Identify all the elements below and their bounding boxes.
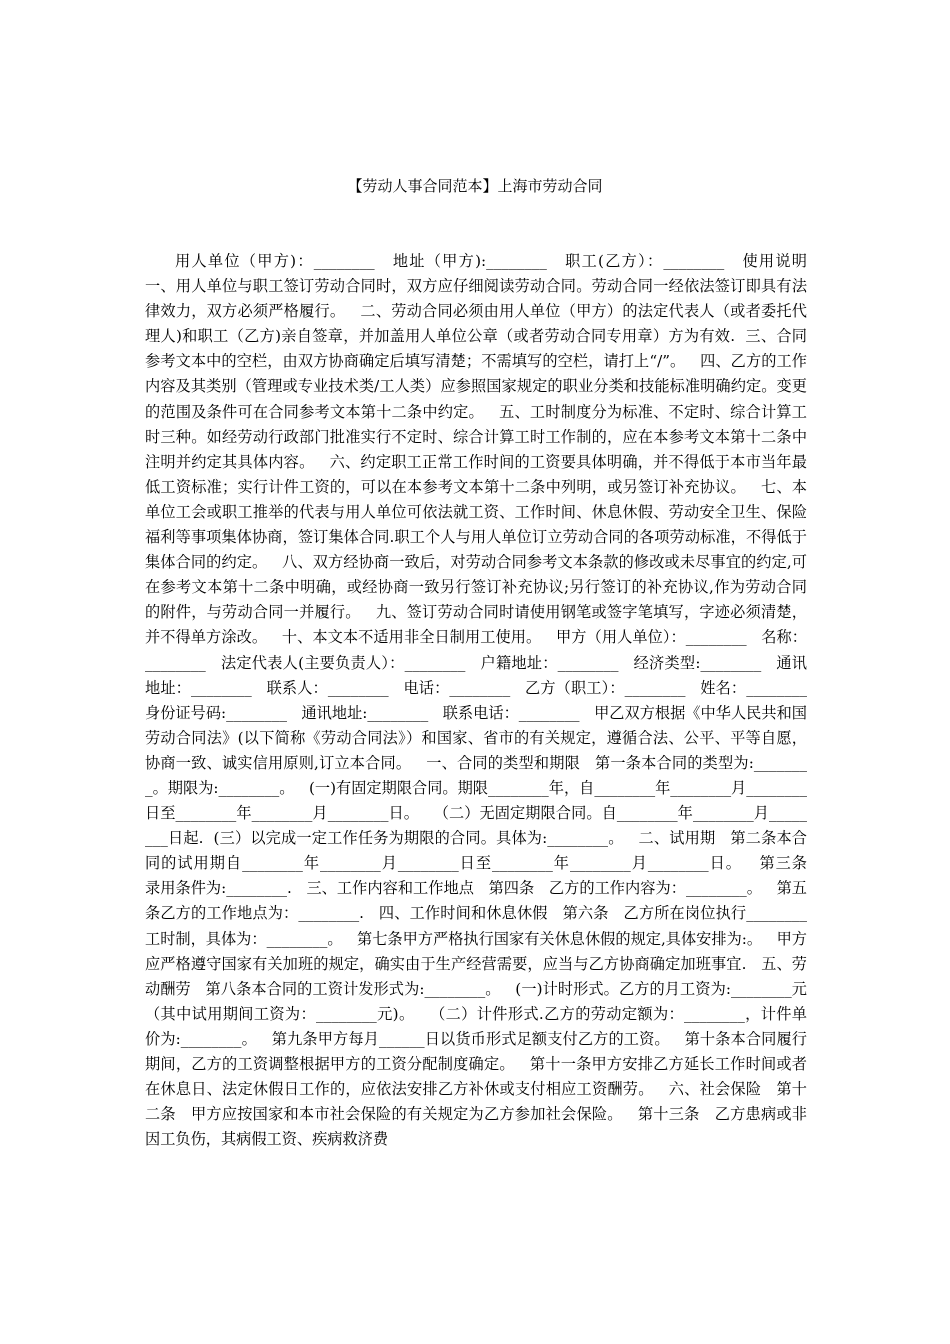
document-title: 【劳动人事合同范本】上海市劳动合同 xyxy=(347,177,603,195)
document-body-text: 用人单位（甲方)：________ 地址（甲方):________ 职工(乙方）：________ 使用说明 一、用人单位与职工签订劳动合同时，双方应仔细阅读劳动合同。劳动合同一经依法签订即具有法律效力，双方必须严格履行。 二、劳动合同必须由用人单位（甲方）的法定代表人（或者委托代理人)和职工（乙方)亲自签章，并加盖用人单位公章（或者劳动合同专用章）方为有效. 三、合同参考文本中的空栏，由双方协商确定后填写清楚；不需填写的空栏，请打上“/”。 四、乙方的工作内容及其类别（管理或专业技术类/工人类）应参照国家规定的职业分类和技能标准明确约定。变更的范围及条件可在合同参考文本第十二条中约定。 五、工时制度分为标准、不定时、综合计算工时三种。如经劳动行政部门批准实行不定时、综合计算工时工作制的，应在本参考文本第十二条中注明并约定其具体内容。 六、约定职工正常工作时间的工资要具体明确，并不得低于本市当年最低工资标准；实行计件工资的，可以在本参考文本第十二条中列明，或另签订补充协议。 七、本单位工会或职工推举的代表与用人单位可依法就工资、工作时间、休息休假、劳动安全卫生、保险福利等事项集体协商，签订集体合同.职工个人与用人单位订立劳动合同的各项劳动标准，不得低于集体合同的约定。 八、双方经协商一致后，对劳动合同参考文本条款的修改或未尽事宜的约定,可在参考文本第十二条中明确，或经协商一致另行签订补充协议;另行签订的补充协议,作为劳动合同的附件，与劳动合同一并履行。 九、签订劳动合同时请使用钢笔或签字笔填写，字迹必须清楚，并不得单方涂改。 十、本文本不适用非全日制用工使用。 甲方（用人单位）：________ 名称：________ 法定代表人(主要负责人）：________ 户籍地址：________ 经济类型:________ 通讯地址：________ 联系人：________ 电话：________ 乙方（职工）：________ 姓名：________ 身份证号码:________ 通讯地址:________ 联系电话：________ 甲乙双方根据《中华人民共和国劳动合同法》(以下简称《劳动合同法》）和国家、省市的有关规定，遵循合法、公平、平等自愿，协商一致、诚实信用原则,订立本合同。 一、合同的类型和期限 第一条本合同的类型为:________。期限为:________。 (一)有固定期限合同。期限________年，自________年________月________日至________年________月________日。 （二）无固定期限合同。自________年________月________日起. (三）以完成一定工作任务为期限的合同。具体为:________。 二、试用期 第二条本合同的试用期自________年________月________日至________年________月________日。 第三条 录用条件为:________. 三、工作内容和工作地点 第四条 乙方的工作内容为：________。 第五条乙方的工作地点为：________. 四、工作时间和休息休假 第六条 乙方所在岗位执行________工时制，具体为：________。 第七条甲方严格执行国家有关休息休假的规定,具体安排为:。 甲方应严格遵守国家有关加班的规定，确实由于生产经营需要，应当与乙方协商确定加班事宜. 五、劳动酬劳 第八条本合同的工资计发形式为:________。 (一)计时形式。乙方的月工资为:________元（其中试用期间工资为：________元)。 （二）计件形式.乙方的劳动定额为：________，计件单价为:________。 第九条甲方每月______日以货币形式足额支付乙方的工资。 第十条本合同履行期间，乙方的工资调整根据甲方的工资分配制度确定。 第十一条甲方安排乙方延长工作时间或者在休息日、法定休假日工作的，应依法安排乙方补休或支付相应工资酬劳。 六、社会保险 第十二条 甲方应按国家和本市社会保险的有关规定为乙方参加社会保险。 第十三条 乙方患病或非因工负伤，其病假工资、疾病救济费 xyxy=(145,252,822,1149)
